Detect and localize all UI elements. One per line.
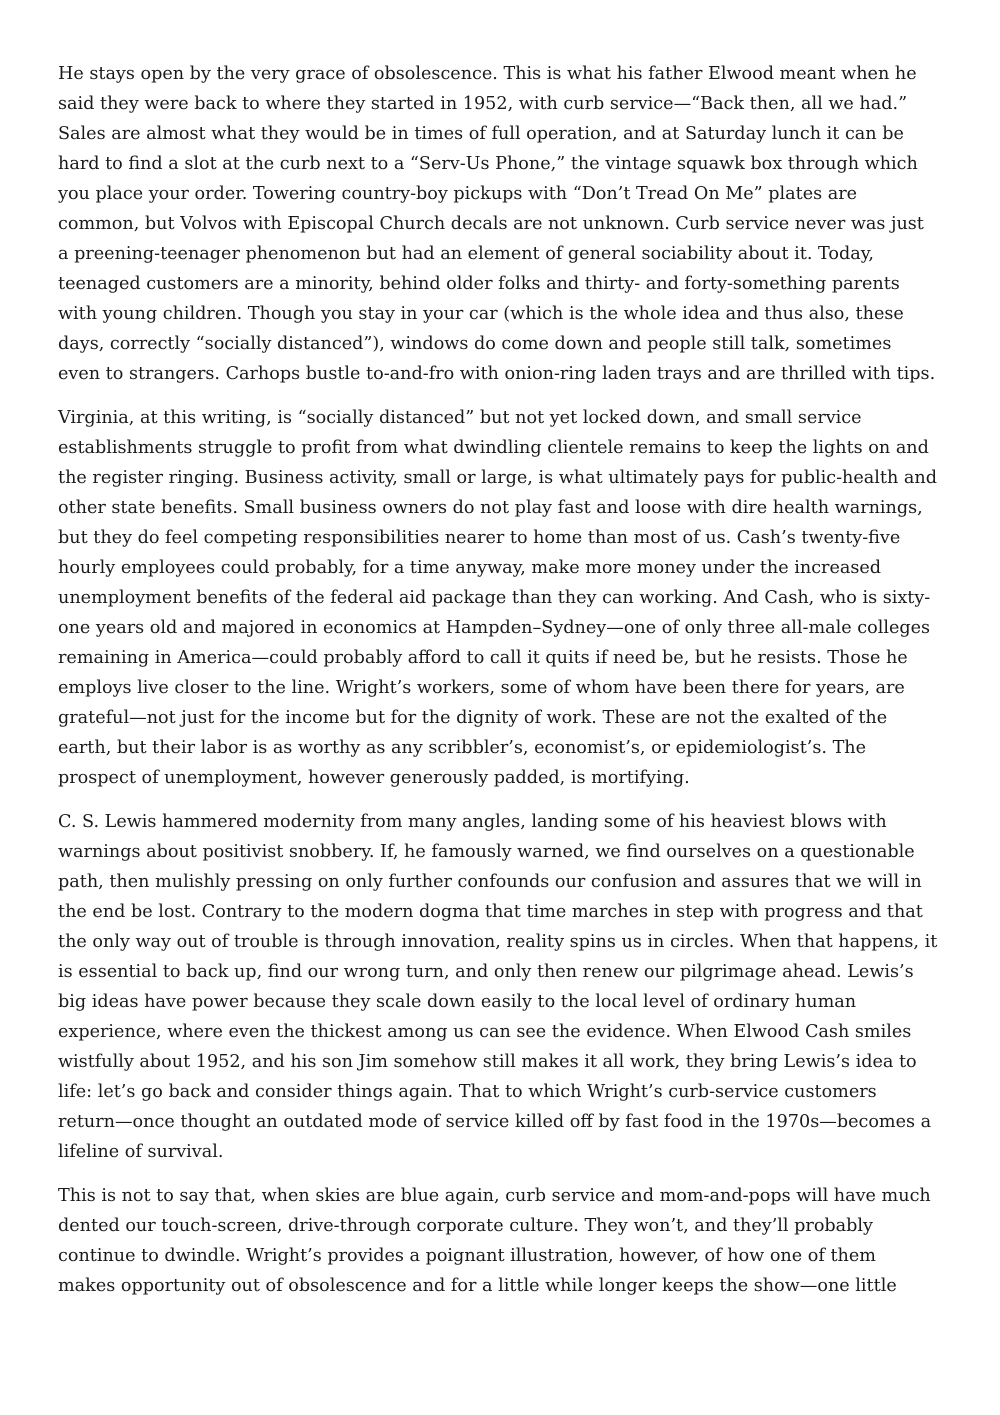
paragraph-conclusion: This is not to say that, when skies are blue again, curb service and mom-and-pops will have much dented our touch-screen, drive-through corporate culture. They won’t, and they’ll probably continue to dwindle. Wright’s provides a poignant illustration, however, of how one of them makes opportunity out of obsolescence and for a little while longer keeps the show—one little (58, 1186, 931, 1296)
paragraph-virginia: Virginia, at this writing, is “socially distanced” but not yet locked down, and small service establishments struggle to profit from what dwindling clientele remains to keep the lights on and the register ringing. Business activity, small or large, is what ultimately pays for public-health and other state benefits. Small business owners do not play fast and loose with dire health warnings, but they do feel competing responsibilities nearer to home than most of us. Cash’s twenty-five hourly employees could probably, for a time anyway, make more money under the increased unemployment benefits of the federal aid package than they can working. And Cash, who is sixty-one years old and majored in economics at Hampden–Sydney—one of only three all-male colleges remaining in America—could probably afford to call it quits if need be, but he resists. Those he employs live closer to the line. Wright’s workers, some of whom have been there for years, are grateful—not just for the income but for the dignity of work. These are not the exalted of the earth, but their labor is as worthy as any scribbler’s, economist’s, or epidemiologist’s. The prospect of unemployment, however generously padded, is mortifying. (58, 408, 937, 788)
article-body (58, 59, 938, 1315)
paragraph-curb-service: He stays open by the very grace of obsolescence. This is what his father Elwood meant when he said they were back to where they started in 1952, with curb service—“Back then, all we had.” Sales are almost what they would be in times of full operation, and at Saturday lunch it can be hard to find a slot at the curb next to a “Serv-Us Phone,” the vintage squawk box through which you place your order. Towering country-boy pickups with “Don’t Tread On Me” plates are common, but Volvos with Episcopal Church decals are not unknown. Curb service never was just a preening-teenager phenomenon but had an element of general sociability about it. Today, teenaged customers are a minority, behind older folks and thirty- and forty-something parents with young children. Though you stay in your car (which is the whole idea and thus also, these days, correctly “socially distanced”), windows do come down and people still talk, sometimes even to strangers. Carhops bustle to-and-fro with onion-ring laden trays and are thrilled with tips. (58, 64, 936, 384)
paragraph-cs-lewis: C. S. Lewis hammered modernity from many angles, landing some of his heaviest blows with warnings about positivist snobbery. If, he famously warned, we find ourselves on a questionable path, then mulishly pressing on only further confounds our confusion and assures that we will in the end be lost. Contrary to the modern dogma that time marches in step with progress and that the only way out of trouble is through innovation, reality spins us in circles. When that happens, it is essential to back up, find our wrong turn, and only then renew our pilgrimage ahead. Lewis’s big ideas have power because they scale down easily to the local level of ordinary human experience, where even the thickest among us can see the evidence. When Elwood Cash smiles wistfully about 1952, and his son Jim somehow still makes it all work, they bring Lewis’s idea to life: let’s go back and consider things again. That to which Wright’s curb-service customers return—once thought an outdated mode of service killed off by fast food in the 1970s—becomes a lifeline of survival. (58, 812, 938, 1162)
